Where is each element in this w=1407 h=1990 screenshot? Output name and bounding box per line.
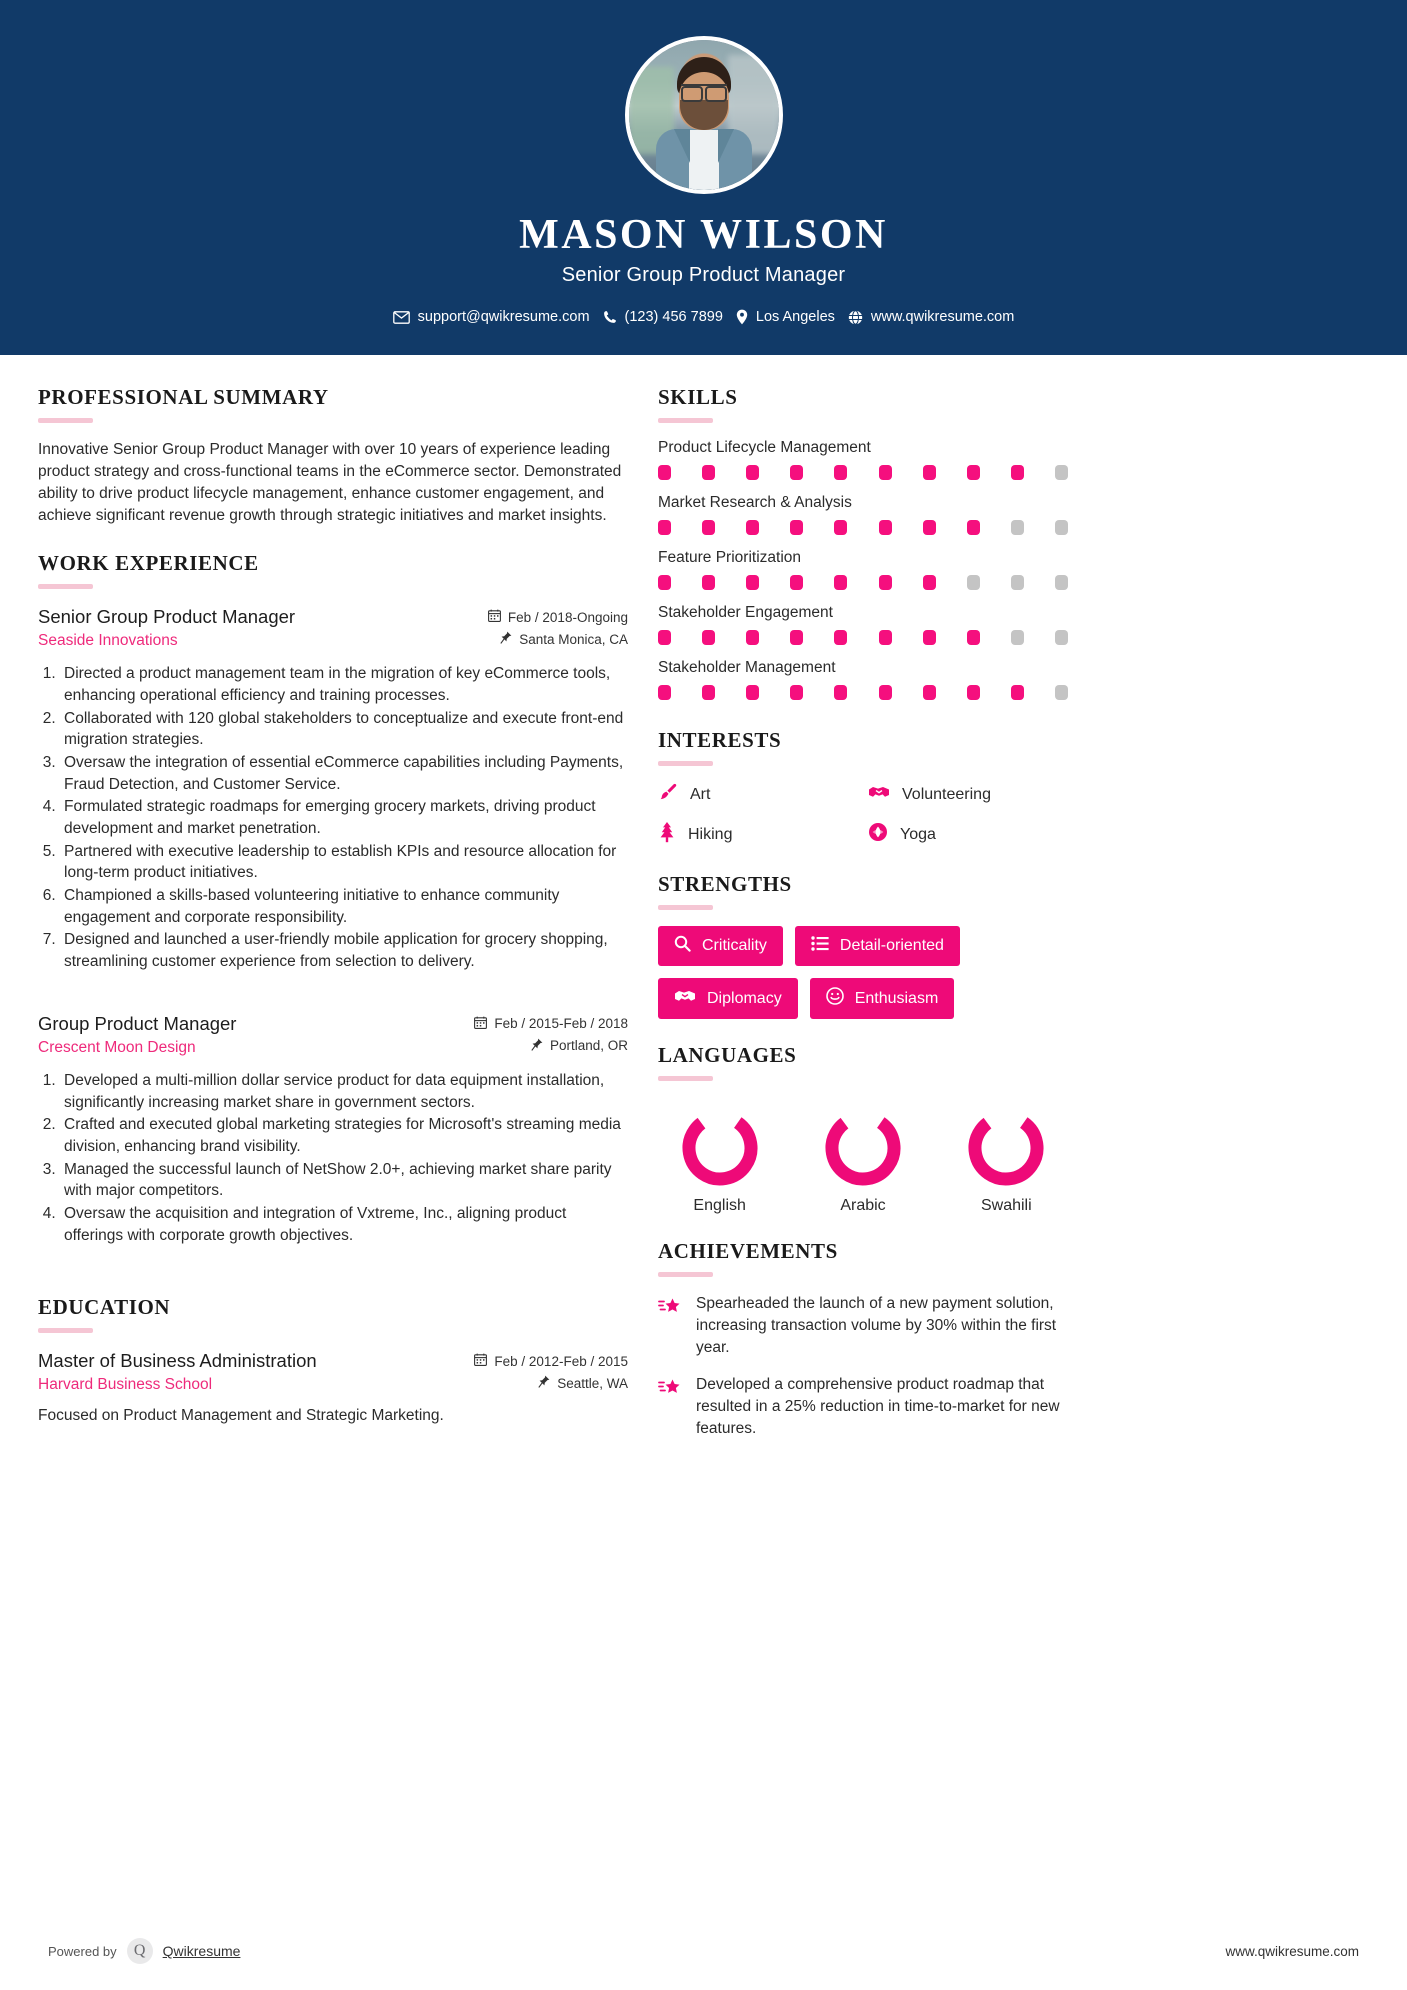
section-title: STRENGTHS xyxy=(658,872,792,897)
calendar-icon xyxy=(474,1016,487,1032)
skill-row xyxy=(658,549,1068,590)
language-item xyxy=(658,1105,781,1215)
education-location-text: Seattle, WA xyxy=(557,1375,628,1391)
skill-dot-filled xyxy=(702,685,715,700)
contact-phone-text: (123) 456 7899 xyxy=(624,309,723,326)
skill-dot-empty xyxy=(967,575,980,590)
section-rule xyxy=(38,584,93,589)
skill-dot-filled xyxy=(790,575,803,590)
language-ring xyxy=(801,1105,924,1191)
skill-dot-filled xyxy=(834,685,847,700)
skill-dot-filled xyxy=(790,685,803,700)
skill-dot-filled xyxy=(1011,685,1024,700)
skill-dot-empty xyxy=(1055,575,1068,590)
calendar-icon xyxy=(488,609,501,625)
email-icon xyxy=(393,311,410,324)
section-achievements xyxy=(658,1239,1068,1439)
skill-dot-filled xyxy=(967,520,980,535)
skill-dot-filled xyxy=(790,465,803,480)
job-bullet: 5. Partnered with executive leadership to establish KPIs and resource allocation for long-term product initiatives. xyxy=(60,841,628,884)
education-dates xyxy=(474,1353,628,1369)
language-ring xyxy=(658,1105,781,1191)
page-title: MASON WILSON xyxy=(519,212,888,258)
job-location-text: Portland, OR xyxy=(549,1038,628,1054)
handshake-icon xyxy=(868,783,890,806)
handshake-icon xyxy=(674,987,696,1010)
skill-dot-filled xyxy=(702,575,715,590)
job-bullet: 6. Championed a skills-based volunteering initiative to enhance community engagement and corporate responsibility. xyxy=(60,885,628,928)
job-location-text: Santa Monica, CA xyxy=(519,631,628,647)
footer-url[interactable]: www.qwikresume.com xyxy=(1225,1943,1359,1959)
skill-label: Stakeholder Engagement xyxy=(658,604,833,622)
skill-dot-filled xyxy=(702,465,715,480)
strength-badge-diplomacy[interactable] xyxy=(658,978,798,1019)
job-bullet: 4. Formulated strategic roadmaps for emerging grocery markets, driving product development and market penetration. xyxy=(60,796,628,839)
skill-dot-empty xyxy=(1011,630,1024,645)
resume-header xyxy=(0,0,1407,355)
strength-badge-criticality[interactable] xyxy=(658,926,783,966)
skill-row xyxy=(658,604,1068,645)
skill-dot-filled xyxy=(790,630,803,645)
job-location xyxy=(488,631,628,647)
avatar xyxy=(625,36,783,194)
strength-badge-detail-oriented[interactable] xyxy=(795,926,960,966)
powered-by-label: Powered by xyxy=(48,1943,117,1959)
section-title: LANGUAGES xyxy=(658,1043,797,1068)
skill-label: Product Lifecycle Management xyxy=(658,439,871,457)
strength-label: Criticality xyxy=(702,937,767,955)
contact-row xyxy=(0,309,1407,325)
skill-dot-filled xyxy=(746,630,759,645)
skill-level-meter xyxy=(658,630,1068,645)
shooting-star-icon xyxy=(658,1293,682,1358)
list-icon xyxy=(811,936,829,956)
contact-email-text: support@qwikresume.com xyxy=(417,309,590,326)
section-rule xyxy=(38,1328,93,1333)
language-item xyxy=(945,1105,1068,1215)
skill-dot-filled xyxy=(702,630,715,645)
avatar-photo xyxy=(629,40,779,190)
languages-list xyxy=(658,1097,1068,1215)
job-bullet: 7. Designed and launched a user-friendly mobile application for grocery shopping, streamlining customer experience from selection to delivery. xyxy=(60,929,628,972)
phone-icon xyxy=(603,310,617,324)
skill-row xyxy=(658,659,1068,700)
skills-list xyxy=(658,439,1068,700)
section-rule xyxy=(658,1076,713,1081)
achievement-item xyxy=(658,1374,1068,1439)
resume-body xyxy=(0,355,1407,1455)
pushpin-icon xyxy=(531,1038,543,1054)
skill-dot-empty xyxy=(1055,630,1068,645)
skill-dot-empty xyxy=(1055,685,1068,700)
interest-item xyxy=(658,782,858,807)
job-role: Senior Group Product Manager xyxy=(38,606,296,628)
work-entry xyxy=(38,1012,628,1247)
skill-dot-filled xyxy=(658,520,671,535)
section-languages xyxy=(658,1043,1068,1215)
section-title: PROFESSIONAL SUMMARY xyxy=(38,385,329,410)
section-title: WORK EXPERIENCE xyxy=(38,551,259,576)
skill-label: Stakeholder Management xyxy=(658,659,836,677)
contact-location[interactable] xyxy=(736,309,835,325)
skill-dot-filled xyxy=(834,520,847,535)
globe-icon xyxy=(848,310,863,325)
skill-dot-empty xyxy=(1011,575,1024,590)
skill-level-meter xyxy=(658,575,1068,590)
skill-dot-filled xyxy=(658,685,671,700)
job-dates-text: Feb / 2018-Ongoing xyxy=(507,609,628,625)
skill-dot-filled xyxy=(967,630,980,645)
job-company: Seaside Innovations xyxy=(38,632,178,650)
qwikresume-logo-icon: Q xyxy=(127,1938,153,1964)
pushpin-icon xyxy=(500,631,512,647)
left-column xyxy=(38,385,628,1455)
skill-row xyxy=(658,494,1068,535)
education-dates-text: Feb / 2012-Feb / 2015 xyxy=(494,1353,628,1369)
strength-label: Detail-oriented xyxy=(839,937,944,955)
skill-label: Market Research & Analysis xyxy=(658,494,852,512)
skill-level-meter xyxy=(658,465,1068,480)
education-location xyxy=(474,1375,628,1391)
language-item xyxy=(801,1105,924,1215)
interest-label: Art xyxy=(690,785,711,803)
interest-item xyxy=(658,821,858,848)
section-skills xyxy=(658,385,1068,700)
skill-dot-filled xyxy=(834,630,847,645)
contact-location-text: Los Angeles xyxy=(755,309,835,326)
skill-dot-filled xyxy=(834,575,847,590)
education-note: Focused on Product Management and Strategic Marketing. xyxy=(38,1407,444,1425)
skill-dot-filled xyxy=(834,465,847,480)
job-dates xyxy=(488,609,628,625)
powered-by-block xyxy=(48,1938,240,1964)
skill-dot-filled xyxy=(658,575,671,590)
skill-dot-filled xyxy=(923,575,936,590)
skill-dot-filled xyxy=(746,520,759,535)
job-bullet: 3. Managed the successful launch of NetShow 2.0+, achieving market share parity with major competitors. xyxy=(60,1159,628,1202)
strength-label: Enthusiasm xyxy=(854,989,939,1007)
language-label: Swahili xyxy=(980,1197,1032,1215)
right-column xyxy=(658,385,1068,1455)
job-location xyxy=(474,1038,628,1054)
skill-dot-filled xyxy=(1011,465,1024,480)
interest-item xyxy=(868,782,1068,807)
section-work-experience xyxy=(38,551,628,1246)
section-rule xyxy=(38,418,93,423)
skill-dot-empty xyxy=(1011,520,1024,535)
strengths-list xyxy=(658,926,1068,1019)
job-role: Group Product Manager xyxy=(38,1012,237,1034)
tree-icon xyxy=(658,821,676,848)
interest-label: Volunteering xyxy=(902,785,991,803)
achievement-item xyxy=(658,1293,1068,1358)
language-label: English xyxy=(693,1197,746,1215)
language-label: Arabic xyxy=(840,1197,886,1215)
skill-dot-filled xyxy=(746,465,759,480)
skill-dot-filled xyxy=(746,575,759,590)
contact-website[interactable] xyxy=(848,309,1014,325)
smiley-icon xyxy=(826,987,844,1010)
job-bullet: 4. Oversaw the acquisition and integration of Vxtreme, Inc., aligning product offerings with corporate growth objectives. xyxy=(60,1203,628,1246)
job-dates-text: Feb / 2015-Feb / 2018 xyxy=(494,1016,628,1032)
skill-dot-filled xyxy=(923,685,936,700)
interests-grid xyxy=(658,782,1068,848)
paintbrush-icon xyxy=(658,782,678,807)
skill-dot-filled xyxy=(879,685,892,700)
skill-dot-filled xyxy=(879,630,892,645)
education-degree: Master of Business Administration xyxy=(38,1350,317,1372)
job-bullets xyxy=(60,663,628,973)
skill-dot-filled xyxy=(923,465,936,480)
contact-phone[interactable] xyxy=(603,309,723,325)
skill-label: Feature Prioritization xyxy=(658,549,802,567)
pushpin-icon xyxy=(538,1375,550,1391)
skill-dot-empty xyxy=(1055,465,1068,480)
skill-dot-filled xyxy=(879,520,892,535)
header-job-title: Senior Group Product Manager xyxy=(561,264,846,287)
job-bullet: 3. Oversaw the integration of essential eCommerce capabilities including Payments, Fraud Detection, and Customer Service. xyxy=(60,752,628,795)
skill-dot-filled xyxy=(967,685,980,700)
qwikresume-brand-link[interactable]: Qwikresume xyxy=(162,1943,241,1959)
skill-dot-filled xyxy=(790,520,803,535)
skill-dot-filled xyxy=(879,465,892,480)
section-rule xyxy=(658,418,713,423)
skill-dot-filled xyxy=(879,575,892,590)
section-rule xyxy=(658,761,713,766)
page-footer xyxy=(0,1938,1407,1964)
section-strengths xyxy=(658,872,1068,1019)
location-pin-icon xyxy=(736,309,748,325)
section-title: EDUCATION xyxy=(38,1295,171,1320)
strength-label: Diplomacy xyxy=(707,989,782,1007)
achievement-text: Spearheaded the launch of a new payment solution, increasing transaction volume by 30% within the first year. xyxy=(696,1295,1057,1356)
skill-dot-filled xyxy=(923,520,936,535)
education-school: Harvard Business School xyxy=(38,1376,213,1394)
section-rule xyxy=(658,905,713,910)
skill-level-meter xyxy=(658,520,1068,535)
shooting-star-icon xyxy=(658,1374,682,1439)
section-title: INTERESTS xyxy=(658,728,782,753)
skill-dot-filled xyxy=(702,520,715,535)
job-bullet: 1. Developed a multi-million dollar service product for data equipment installation, significantly increasing market share in government sectors. xyxy=(60,1070,628,1113)
interest-label: Yoga xyxy=(900,825,936,843)
section-education xyxy=(38,1295,628,1425)
skill-level-meter xyxy=(658,685,1068,700)
language-ring xyxy=(945,1105,1068,1191)
skill-row xyxy=(658,439,1068,480)
skill-dot-filled xyxy=(658,465,671,480)
calendar-icon xyxy=(474,1353,487,1369)
skill-dot-filled xyxy=(746,685,759,700)
contact-email[interactable] xyxy=(393,309,590,325)
interest-item xyxy=(868,821,1068,848)
section-interests xyxy=(658,728,1068,848)
job-bullet: 2. Collaborated with 120 global stakeholders to conceptualize and execute front-end migration strategies. xyxy=(60,708,628,751)
section-title: ACHIEVEMENTS xyxy=(658,1239,838,1264)
section-title: SKILLS xyxy=(658,385,738,410)
job-company: Crescent Moon Design xyxy=(38,1038,196,1056)
contact-website-text: www.qwikresume.com xyxy=(870,309,1015,326)
skill-dot-filled xyxy=(967,465,980,480)
work-entry xyxy=(38,605,628,973)
magnifier-icon xyxy=(674,935,691,957)
lotus-icon xyxy=(868,822,888,847)
skill-dot-filled xyxy=(658,630,671,645)
job-bullets xyxy=(60,1070,628,1247)
interest-label: Hiking xyxy=(688,825,733,843)
summary-text: Innovative Senior Group Product Manager with over 10 years of experience leading product strategy and cross-functional teams in the eCommerce sector. Demonstrated ability to drive product lifecycle management, enhance customer engagement, and achieve significant revenue growth through strategic initiatives and market insights. xyxy=(38,441,622,525)
strength-badge-enthusiasm[interactable] xyxy=(810,978,955,1019)
section-rule xyxy=(658,1272,713,1277)
skill-dot-filled xyxy=(923,630,936,645)
job-bullet: 1. Directed a product management team in the migration of key eCommerce tools, enhancing operational efficiency and training processes. xyxy=(60,663,628,706)
section-professional-summary xyxy=(38,385,628,527)
education-entry xyxy=(38,1349,628,1425)
achievement-text: Developed a comprehensive product roadmap that resulted in a 25% reduction in time-to-market for new features. xyxy=(696,1376,1060,1437)
job-dates xyxy=(474,1016,628,1032)
job-bullet: 2. Crafted and executed global marketing strategies for Microsoft's streaming media division, enhancing brand visibility. xyxy=(60,1114,628,1157)
skill-dot-empty xyxy=(1055,520,1068,535)
